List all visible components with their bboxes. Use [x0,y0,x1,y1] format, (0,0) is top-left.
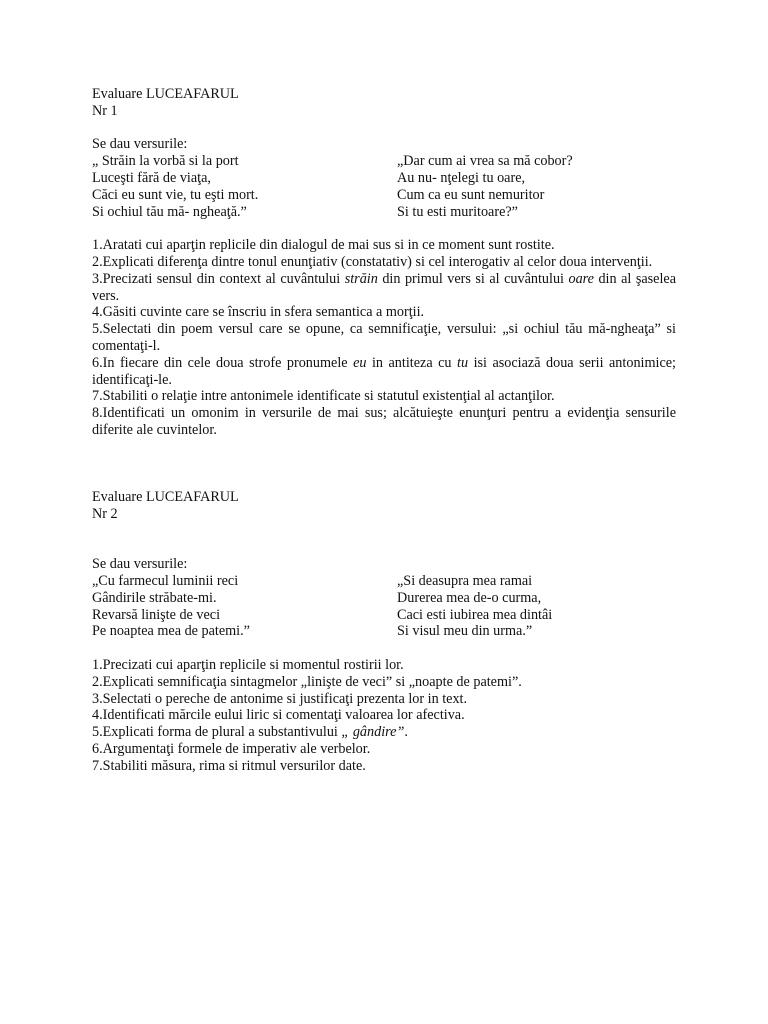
verse-line: „Cu farmecul luminii reci [92,572,239,589]
verses-left-column [92,153,397,220]
emphasized-word: eu [353,354,367,371]
verse-line: Luceşti fără de viaţa, [92,169,211,186]
verses-block [92,153,676,220]
question-1: 1.Precizati cui aparţin replicile si momentul rostirii lor. [92,656,404,673]
question-7: 7.Stabiliti măsura, rima si ritmul versurilor date. [92,757,366,774]
question-2: 2.Explicati semnificaţia sintagmelor „linişte de veci” si „noapte de patemi”. [92,673,522,690]
question-6: 6.In fiecare din cele doua strofe pronumele eu in antiteza cu tu isi asociază doua serii antonimice; identificaţi-le. [92,354,676,388]
questions-list [92,237,676,439]
emphasized-word: „ gândire” [341,724,405,741]
evaluation-number: Nr 1 [92,102,118,119]
verses-right-column [397,573,676,640]
verse-line: Căci eu sunt vie, tu eşti mort. [92,186,259,203]
question-3: 3.Precizati sensul din context al cuvântului străin din primul vers si al cuvântului oare din al şaselea vers. [92,270,676,304]
verse-line: Gândirile străbate-mi. [92,589,217,606]
question-1: 1.Aratati cui aparţin replicile din dialogul de mai sus si in ce moment sunt rostite. [92,237,555,254]
verse-line: Pe noaptea mea de patemi.” [92,623,250,640]
question-7: 7.Stabiliti o relaţie intre antonimele identificate si statutul existenţial al actanţilor. [92,388,555,405]
verse-line: Au nu- nţelegi tu oare, [397,169,526,186]
verse-line: Si tu esti muritoare?” [397,203,518,220]
questions-list [92,657,676,775]
verses-intro: Se dau versurile: [92,556,188,573]
evaluation-number: Nr 2 [92,505,118,522]
verse-line: „ Străin la vorbă si la port [92,153,239,170]
verses-right-column [397,153,676,220]
evaluation-1 [92,86,676,439]
question-6: 6.Argumentaţi formele de imperativ ale verbelor. [92,740,371,757]
verses-left-column [92,573,397,640]
verse-line: Cum ca eu sunt nemuritor [397,186,545,203]
verse-line: „Si deasupra mea ramai [397,572,533,589]
question-2: 2.Explicati diferenţa dintre tonul enunţiativ (constatativ) si cel interogativ al celor doua intervenţii. [92,253,653,270]
question-4: 4.Identificati mărcile eului liric si comentaţi valoarea lor afectiva. [92,707,465,724]
verse-line: „Dar cum ai vrea sa mă cobor? [397,153,573,170]
question-4: 4.Găsiti cuvinte care se înscriu in sfera semantica a morţii. [92,304,425,321]
question-5: 5.Explicati forma de plural a substantivului „ gândire”. [92,724,408,741]
question-8: 8.Identificati un omonim in versurile de mai sus; alcătuieşte enunţuri pentru a evidenţia sensurile diferite ale cuvintelor. [92,405,676,438]
question-5: 5.Selectati din poem versul care se opune, ca semnificaţie, versului: „si ochiul tău mă-ngheaţa” si comentaţi-l. [92,321,676,354]
verses-block [92,573,676,640]
verse-line: Si ochiul tău mă- ngheaţă.” [92,203,247,220]
emphasized-word: tu [457,354,469,371]
verse-line: Durerea mea de-o curma, [397,589,542,606]
emphasized-word: oare [568,270,594,287]
verse-line: Revarsă linişte de veci [92,606,221,623]
verses-intro: Se dau versurile: [92,136,188,153]
question-3: 3.Selectati o pereche de antonime si justificaţi prezenta lor in text. [92,690,468,707]
verse-line: Si visul meu din urma.” [397,623,533,640]
evaluation-title: Evaluare LUCEAFARUL [92,489,239,505]
evaluation-title: Evaluare LUCEAFARUL [92,86,239,102]
verse-line: Caci esti iubirea mea dintâi [397,606,553,623]
emphasized-word: străin [344,270,378,287]
evaluation-2 [92,489,676,775]
